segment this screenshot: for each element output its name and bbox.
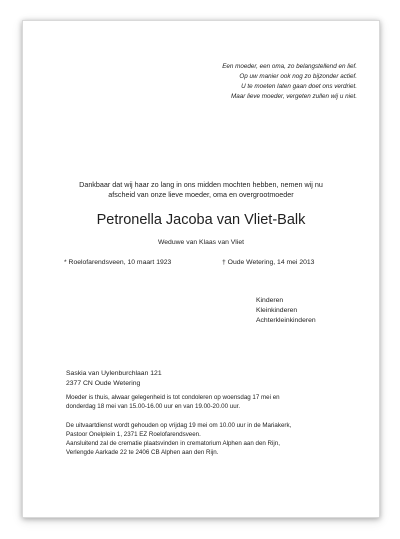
poem-line: Maar lieve moeder, vergeten zullen wij u niet. bbox=[230, 93, 357, 100]
family-list bbox=[256, 296, 316, 326]
poem-line: Een moeder, een oma, zo belangstellend en lief. bbox=[222, 63, 357, 70]
family-item: Kleinkinderen bbox=[256, 307, 298, 314]
family-item: Achterkleinkinderen bbox=[256, 317, 316, 324]
service-line: Aansluitend zal de crematie plaatsvinden in crematorium Alphen aan den Rijn, bbox=[66, 440, 280, 447]
address-line: Saskia van Uylenburchlaan 121 bbox=[66, 370, 162, 377]
intro-line: afscheid van onze lieve moeder, oma en overgrootmoeder bbox=[108, 190, 294, 199]
address-line: 2377 CN Oude Wetering bbox=[66, 380, 141, 387]
condolence-line: donderdag 18 mei van 15.00-16.00 uur en van 19.00-20.00 uur. bbox=[66, 403, 241, 410]
service-line: De uitvaartdienst wordt gehouden op vrijdag 19 mei om 10.00 uur in de Mariakerk, bbox=[66, 422, 292, 429]
service-line: Pastoor Onelplein 1, 2371 EZ Roelofarendsveen. bbox=[66, 431, 201, 438]
service-paragraph bbox=[66, 421, 356, 457]
deceased-name: Petronella Jacoba van Vliet-Balk bbox=[96, 212, 306, 228]
death-info: † Oude Wetering, 14 mei 2013 bbox=[222, 259, 315, 266]
condolence-paragraph bbox=[66, 393, 356, 411]
widow-line: Weduwe van Klaas van Vliet bbox=[157, 239, 245, 246]
intro-line: Dankbaar dat wij haar zo lang in ons midden mochten hebben, nemen wij nu bbox=[79, 180, 323, 189]
correspondence-address bbox=[66, 369, 162, 389]
poem-line: Op uw manier ook nog zo bijzonder actief. bbox=[239, 73, 357, 80]
condolence-line: Moeder is thuis, alwaar gelegenheid is tot condoleren op woensdag 17 mei en bbox=[66, 394, 280, 401]
service-line: Verlengde Aarkade 22 te 2406 CB Alphen aan den Rijn. bbox=[66, 449, 219, 456]
poem-line: U te moeten laten gaan doet ons verdriet. bbox=[241, 83, 357, 90]
death-notice-card bbox=[22, 20, 380, 518]
birth-info: * Roelofarendsveen, 10 maart 1923 bbox=[64, 259, 172, 266]
poem bbox=[222, 62, 357, 102]
family-item: Kinderen bbox=[256, 297, 284, 304]
intro-text bbox=[23, 180, 379, 200]
